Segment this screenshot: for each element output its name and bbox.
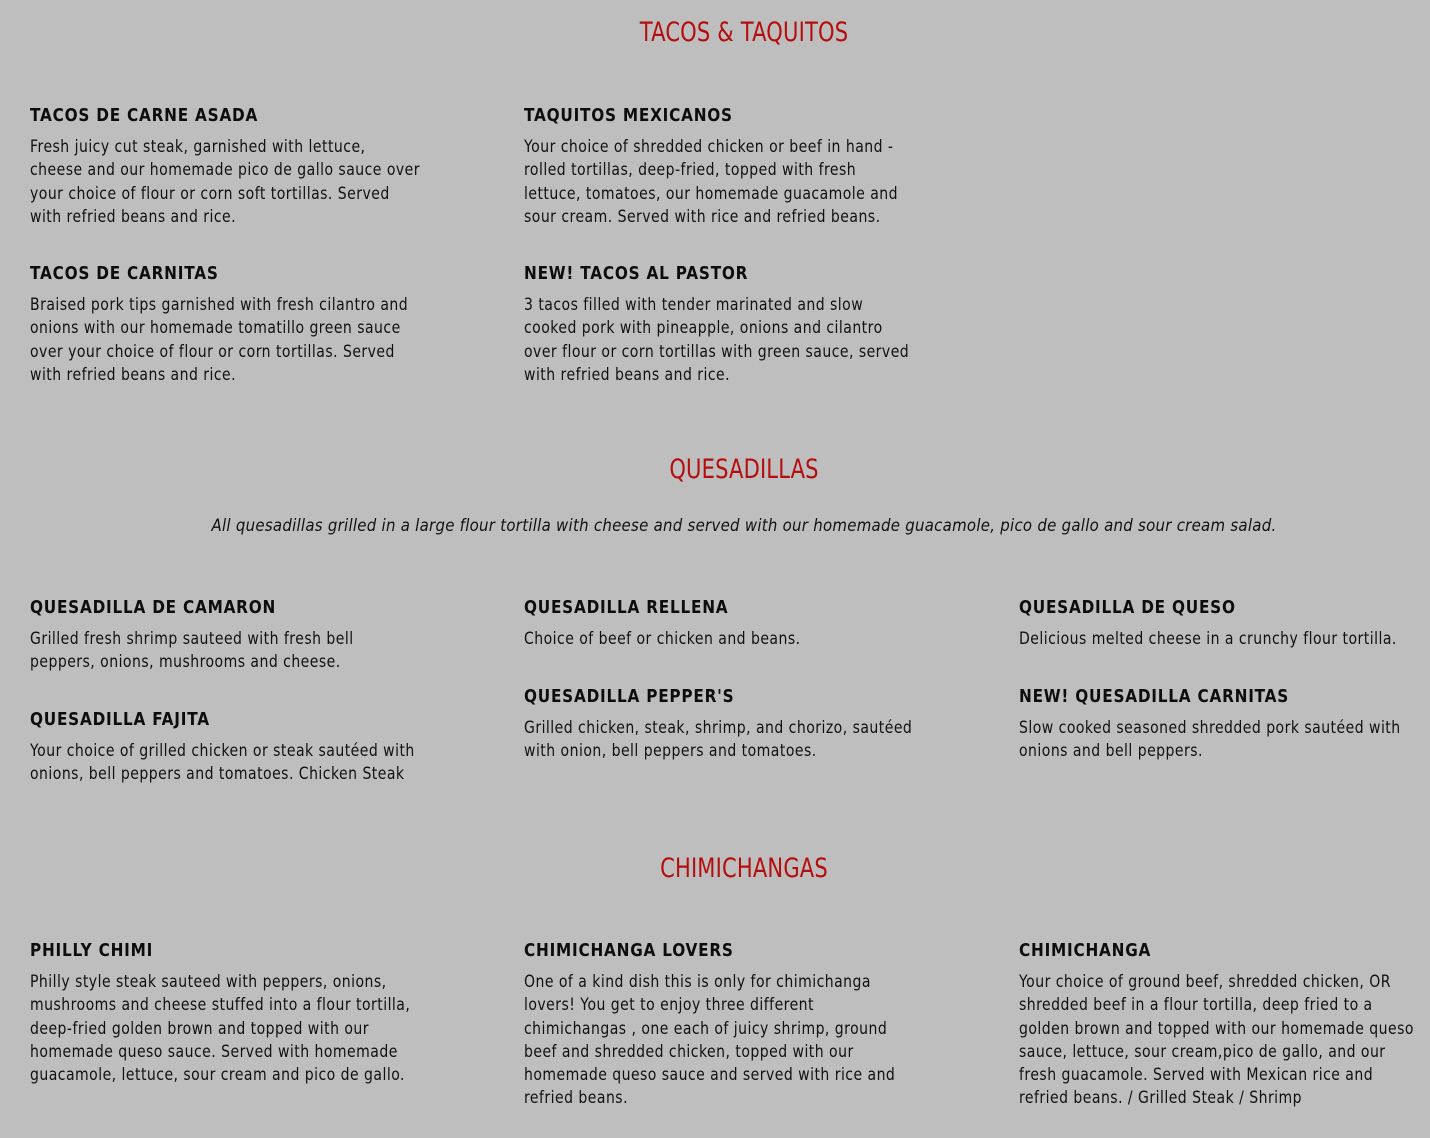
section-title-quesadillas: QUESADILLAS	[669, 454, 819, 485]
item-description: 3 tacos filled with tender marinated and slow cooked pork with pineapple, onions and cilantro over flour or corn tortillas with green sauce, served with refried beans and rice.	[524, 295, 910, 384]
item-name: QUESADILLA RELLENA	[524, 597, 729, 618]
section-subtitle-quesadillas: All quesadillas grilled in a large flour tortilla with cheese and served with our homemade guacamole, pico de gallo and sour cream salad.	[211, 516, 1277, 536]
menu-item-chimichanga	[1019, 940, 1419, 1110]
item-name: NEW! QUESADILLA CARNITAS	[1019, 686, 1290, 707]
item-description: Grilled fresh shrimp sauteed with fresh bell peppers, onions, mushrooms and cheese.	[30, 629, 354, 672]
section-title-chimichangas: CHIMICHANGAS	[660, 853, 828, 884]
item-name: QUESADILLA DE CAMARON	[30, 597, 277, 618]
section-title-tacos: TACOS & TAQUITOS	[639, 17, 849, 48]
item-name: QUESADILLA DE QUESO	[1019, 597, 1236, 618]
menu-item-quesadilla-fajita	[30, 709, 470, 786]
item-description: Braised pork tips garnished with fresh cilantro and onions with our homemade tomatillo green sauce over your choice of flour or corn tortillas. Served with refried beans and rice.	[30, 295, 409, 384]
item-name: CHIMICHANGA	[1019, 940, 1152, 961]
menu-item-quesadilla-rellena	[524, 597, 964, 650]
item-description: Grilled chicken, steak, shrimp, and chorizo, sautéed with onion, bell peppers and tomatoes.	[524, 718, 913, 761]
item-name: TAQUITOS MEXICANOS	[524, 105, 733, 126]
item-description: Your choice of shredded chicken or beef in hand - rolled tortillas, deep-fried, topped with fresh lettuce, tomatoes, our homemade guacamole and sour cream. Served with rice and refried beans.	[524, 137, 898, 226]
menu-item-tacos-carnitas	[30, 263, 470, 386]
item-description: Delicious melted cheese in a crunchy flour tortilla.	[1019, 629, 1397, 648]
menu-item-tacos-al-pastor	[524, 263, 964, 386]
item-name: NEW! TACOS AL PASTOR	[524, 263, 749, 284]
item-name: QUESADILLA PEPPER'S	[524, 686, 735, 707]
item-name: CHIMICHANGA LOVERS	[524, 940, 734, 961]
item-description: Philly style steak sauteed with peppers, onions, mushrooms and cheese stuffed into a flour tortilla, deep-fried golden brown and topped with our homemade queso sauce. Served with homemade guacamole, lettuce, sour cream and pico de gallo.	[30, 972, 411, 1085]
menu-item-chimichanga-lovers	[524, 940, 964, 1110]
item-description: Your choice of grilled chicken or steak sautéed with onions, bell peppers and tomatoes. Chicken Steak	[30, 741, 415, 784]
menu-item-quesadilla-queso	[1019, 597, 1419, 650]
item-name: PHILLY CHIMI	[30, 940, 154, 961]
menu-item-quesadilla-camaron	[30, 597, 470, 674]
menu-item-philly-chimi	[30, 940, 470, 1086]
item-name: TACOS DE CARNITAS	[30, 263, 219, 284]
item-description: Fresh juicy cut steak, garnished with lettuce, cheese and our homemade pico de gallo sauce over your choice of flour or corn soft tortillas. Served with refried beans and rice.	[30, 137, 420, 226]
item-description: One of a kind dish this is only for chimichanga lovers! You get to enjoy three different chimichangas , one each of juicy shrimp, ground beef and shredded chicken, topped with our homemade queso sauce and served with rice and refried beans.	[524, 972, 896, 1108]
menu-item-quesadilla-peppers	[524, 686, 964, 763]
menu-item-tacos-carne-asada	[30, 105, 470, 228]
item-name: QUESADILLA FAJITA	[30, 709, 210, 730]
menu-item-taquitos-mexicanos	[524, 105, 964, 228]
item-description: Your choice of ground beef, shredded chicken, OR shredded beef in a flour tortilla, deep fried to a golden brown and topped with our homemade queso sauce, lettuce, sour cream,pico de gallo, and our fresh guacamole. Served with Mexican rice and refried beans. / Grilled Steak / Shrimp	[1019, 972, 1414, 1108]
item-description: Slow cooked seasoned shredded pork sautéed with onions and bell peppers.	[1019, 718, 1401, 761]
item-name: TACOS DE CARNE ASADA	[30, 105, 259, 126]
item-description: Choice of beef or chicken and beans.	[524, 629, 801, 648]
menu-item-quesadilla-carnitas	[1019, 686, 1419, 763]
